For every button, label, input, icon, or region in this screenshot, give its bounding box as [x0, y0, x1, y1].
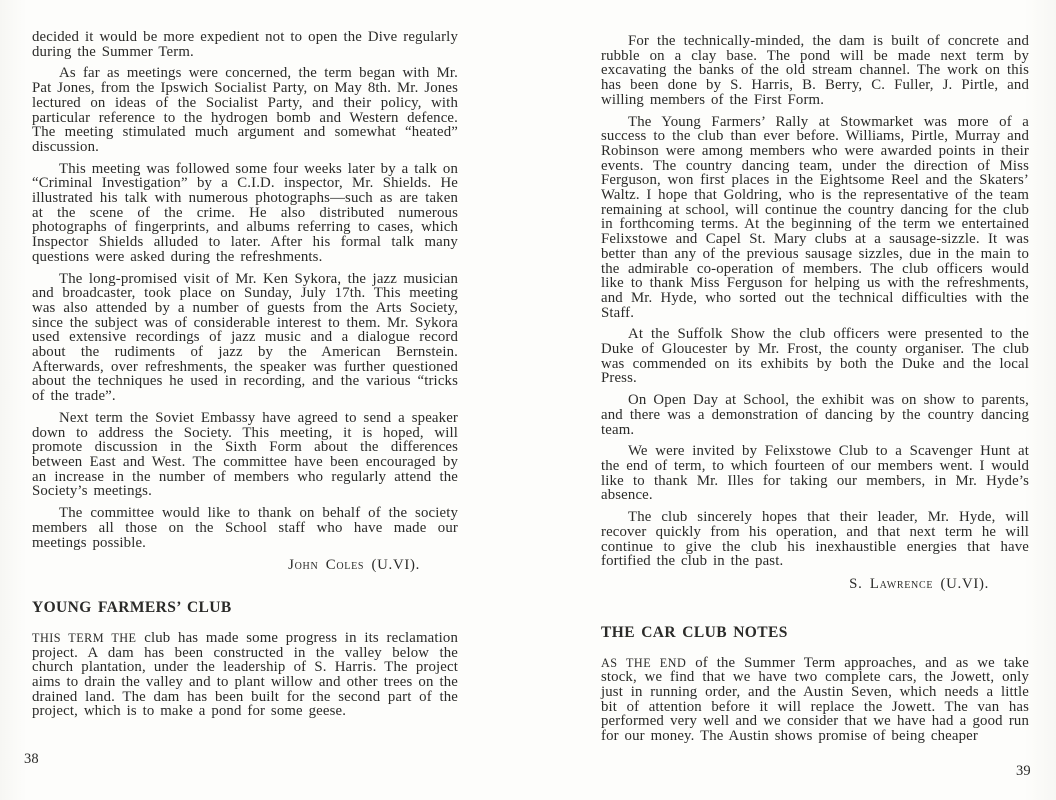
paragraph: For the technically-minded, the dam is built of concrete and rubble on a clay base. The pond will be made next term by excavating the banks of the old stream channel. The work on this has been done by S. Harris, B. Berry, C. Fuller, J. Pirtle, and willing members of the First Form.: [601, 33, 1029, 108]
paragraph: The Young Farmers’ Rally at Stowmarket was more of a success to the club than ever before. Williams, Pirtle, Murray and Robinson were among members who were awarded points in their events. The country dancing team, under the direction of Miss Ferguson, won first places in the Eightsome Reel and the Skaters’ Waltz. I hope that Goldring, who is the representative of the team remaining at school, will continue the country dancing for the club in forthcoming terms. At the beginning of the term we entertained Felixstowe and Capel St. Mary clubs at a sausage-sizzle. It was better than any of the previous sausage sizzles, due in the main to the admirable co-operation of members. The club officers would like to thank Miss Ferguson for helping us with the refreshments, and Mr. Hyde, who sorted out the technical difficulties with the Staff.: [601, 113, 1029, 321]
paragraph: As far as meetings were concerned, the term began with Mr. Pat Jones, from the Ipswich Socialist Party, on May 8th. Mr. Jones lectured on ideas of the Socialist Party, and their policy, with particular reference to the hydrogen bomb and Western defence. The meeting stimulated much argument and somewhat “heated” discussion.: [32, 65, 458, 155]
article-signature: John Coles (U.VI).: [288, 557, 420, 574]
paragraph: [32, 631, 458, 719]
small-caps-lead: AS THE END: [601, 655, 687, 670]
paragraph: The club sincerely hopes that their leader, Mr. Hyde, will recover quickly from his operation, and that next term he will continue to give the club his inexhaustible energies that have fortified the club in the past.: [601, 509, 1029, 570]
page-right: [601, 34, 1029, 751]
paragraph: This meeting was followed some four weeks later by a talk on “Criminal Investigation” by a C.I.D. inspector, Mr. Shields. He illustrated his talk with numerous photographs—such as are taken at the scene of the crime. He also distributed numerous photographs of fingerprints, and albums referring to cases, which Inspector Shields alluded to later. After his formal talk many questions were asked during the refreshments.: [32, 160, 458, 265]
paragraph: At the Suffolk Show the club officers were presented to the Duke of Gloucester by Mr. Frost, the county organiser. The club was commended on its exhibits by both the Duke and the local Press.: [601, 326, 1029, 387]
page-number-left: 38: [24, 751, 39, 767]
paragraph: The long-promised visit of Mr. Ken Sykora, the jazz musician and broadcaster, took place on Sunday, July 17th. This meeting was also attended by a number of guests from the Arts Society, since the subject was of considerable interest to them. Mr. Sykora used extensive recordings of jazz music and a dialogue record about the rudiments of jazz by the American Bernstein. Afterwards, over refreshments, the speaker was further questioned about the techniques he used in recording, and the various “tricks of the trade”.: [32, 270, 458, 405]
paragraph-text: club has made some progress in its reclamation project. A dam has been constructed in the valley below the church plantation, under the leadership of S. Harris. The project aims to drain the valley and to plant willow and other trees on the drained land. The dam has been built for the second part of the project, which is to make a pond for some geese.: [32, 629, 459, 720]
paragraph-text: of the Summer Term approaches, and as we take stock, we find that we have two complete cars, the Jowett, only just in running order, and the Austin Seven, which needs a little bit of attention before it will replace the Jowett. The van has performed very well and we consider that we have had a good run for our money. The Austin shows promise of being cheaper: [601, 654, 1029, 745]
article-signature: S. Lawrence (U.VI).: [849, 575, 989, 592]
paragraph: On Open Day at School, the exhibit was on show to parents, and there was a demonstration of dancing by the country dancing team.: [601, 392, 1029, 438]
paragraph: We were invited by Felixstowe Club to a Scavenger Hunt at the end of term, to which fourteen of our members went. I would like to thank Mr. Illes for taking our members, in Mr. Hyde’s absence.: [601, 443, 1029, 504]
section-heading-young-farmers: YOUNG FARMERS’ CLUB: [32, 598, 232, 616]
paragraph: The committee would like to thank on behalf of the society members all those on the School staff who have made our meetings possible.: [32, 505, 458, 551]
small-caps-lead: THIS TERM THE: [32, 630, 137, 645]
paragraph: decided it would be more expedient not to open the Dive regularly during the Summer Term.: [32, 29, 458, 60]
paragraph: Next term the Soviet Embassy have agreed to send a speaker down to address the Society. This meeting, it is hoped, will promote discussion in the Sixth Form about the differences between East and West. The committee have been encouraged by an increase in the number of members who regularly attend the Society’s meetings.: [32, 409, 458, 500]
page-number-right: 39: [1016, 763, 1031, 779]
paragraph: [601, 656, 1029, 744]
page-left: [32, 30, 458, 726]
section-heading-car-club: THE CAR CLUB NOTES: [601, 623, 788, 641]
